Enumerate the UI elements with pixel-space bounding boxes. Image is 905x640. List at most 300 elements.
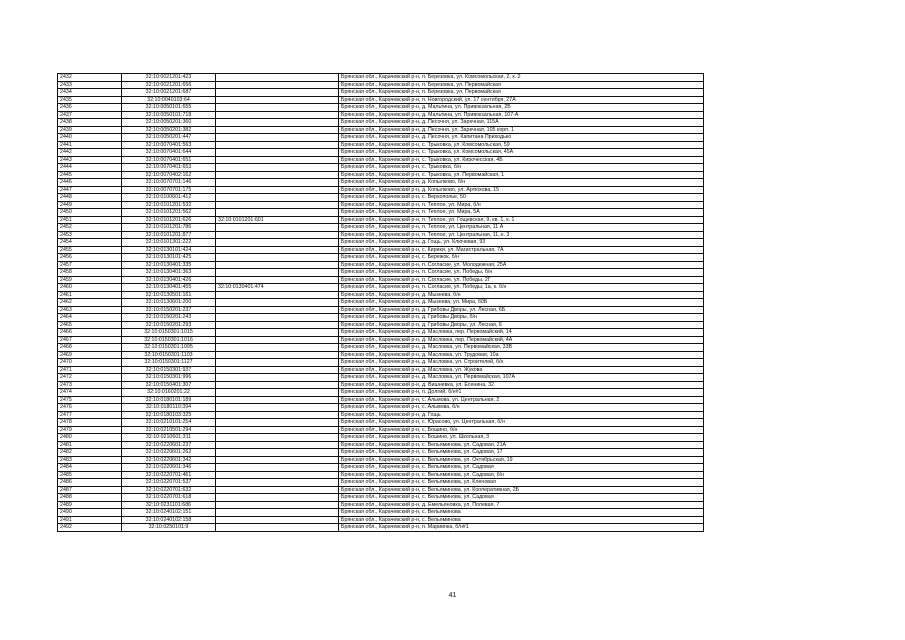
cadastral-number-cell: 32:10:0130501:161 <box>122 291 216 299</box>
cadastral-number-cell: 32:10:0130101:425 <box>122 254 216 262</box>
cadastral-number-cell: 32:10:0210601:311 <box>122 434 216 442</box>
table-row <box>58 156 704 164</box>
cadastral-number-cell: 32:10:0100601:412 <box>122 194 216 202</box>
row-number-cell: 2488 <box>58 494 122 502</box>
table-row <box>58 141 704 149</box>
related-number-cell <box>216 351 339 359</box>
cadastral-number-cell: 32:10:0180101:189 <box>122 396 216 404</box>
address-cell: Брянская обл., Карачевский р-н, д. Мальтина, ул. Привокзальная, 2Б <box>339 104 704 112</box>
address-cell: Брянская обл., Карачевский р-н, п. Новгородский, ул. 17 сентября, 27А <box>339 96 704 104</box>
table-row <box>58 486 704 494</box>
cadastral-number-cell: 32:10:0101201:877 <box>122 231 216 239</box>
address-cell: Брянская обл., Карачевский р-н, с. Вельяминова, ул. Садовая, 21А <box>339 441 704 449</box>
table-row <box>58 96 704 104</box>
related-number-cell <box>216 224 339 232</box>
address-cell: Брянская обл., Карачевский р-н, п. Согласие, ул. Победы, 1а, к. б/н <box>339 284 704 292</box>
row-number-cell: 2451 <box>58 216 122 224</box>
row-number-cell: 2467 <box>58 336 122 344</box>
related-number-cell <box>216 501 339 509</box>
related-number-cell: 32:10:0101201:601 <box>216 216 339 224</box>
cadastral-number-cell: 32:10:0180103:325 <box>122 411 216 419</box>
address-cell: Брянская обл., Карачевский р-н, п. Мариинка, б/н#1 <box>339 524 704 532</box>
table-row <box>58 441 704 449</box>
table-row <box>58 479 704 487</box>
row-number-cell: 2436 <box>58 104 122 112</box>
cadastral-number-cell: 32:10:0150201:293 <box>122 321 216 329</box>
row-number-cell: 2440 <box>58 134 122 142</box>
page-number: 41 <box>448 592 457 599</box>
related-number-cell <box>216 156 339 164</box>
related-number-cell <box>216 344 339 352</box>
table-row <box>58 314 704 322</box>
row-number-cell: 2475 <box>58 396 122 404</box>
row-number-cell: 2449 <box>58 201 122 209</box>
row-number-cell: 2477 <box>58 411 122 419</box>
related-number-cell <box>216 366 339 374</box>
related-number-cell: 32:10:0130401:474 <box>216 284 339 292</box>
related-number-cell <box>216 434 339 442</box>
address-cell: Брянская обл., Карачевский р-н, с. Вельяминова, ул. Кленовая <box>339 479 704 487</box>
address-cell: Брянская обл., Карачевский р-н, с. Бошино, ул. Школьная, 3 <box>339 434 704 442</box>
related-number-cell <box>216 411 339 419</box>
cadastral-number-cell: 32:10:0150301:1015 <box>122 329 216 337</box>
related-number-cell <box>216 336 339 344</box>
related-number-cell <box>216 201 339 209</box>
address-cell: Брянская обл., Карачевский р-н, с. Бошино, б/н <box>339 426 704 434</box>
row-number-cell: 2434 <box>58 89 122 97</box>
address-cell: Брянская обл., Карачевский р-н, с. Вельяминова, ул. Садовая, 17 <box>339 449 704 457</box>
table-row <box>58 171 704 179</box>
related-number-cell <box>216 306 339 314</box>
address-cell: Брянская обл., Карачевский р-н, д. Масловка, ул. Первомайская, 107А <box>339 374 704 382</box>
row-number-cell: 2470 <box>58 359 122 367</box>
table-row <box>58 104 704 112</box>
address-cell: Брянская обл., Карачевский р-н, д. Мызнева, ул. Мира, 60Б <box>339 299 704 307</box>
cadastral-number-cell: 32:10:0220601:342 <box>122 456 216 464</box>
table-row <box>58 74 704 82</box>
row-number-cell: 2487 <box>58 486 122 494</box>
table-row <box>58 336 704 344</box>
address-cell: Брянская обл., Карачевский р-н, с. Кирики, ул. Магистральная, 7А <box>339 246 704 254</box>
cadastral-number-cell: 32:10:0220701:618 <box>122 494 216 502</box>
row-number-cell: 2491 <box>58 516 122 524</box>
cadastral-number-cell: 32:10:0150301:1016 <box>122 336 216 344</box>
address-cell: Брянская обл., Карачевский р-н, д. Вишневка, ул. Есенина, 32 <box>339 381 704 389</box>
table-row <box>58 471 704 479</box>
row-number-cell: 2456 <box>58 254 122 262</box>
row-number-cell: 2480 <box>58 434 122 442</box>
address-cell: Брянская обл., Карачевский р-н, с. Вельяминова, ул. Садовая, б/н <box>339 471 704 479</box>
related-number-cell <box>216 396 339 404</box>
related-number-cell <box>216 509 339 517</box>
address-cell: Брянская обл., Карачевский р-н, с. Альмова, ул. Центральная, 2 <box>339 396 704 404</box>
related-number-cell <box>216 119 339 127</box>
address-cell: Брянская обл., Карачевский р-н, п. Березовка, ул. Первомайская <box>339 89 704 97</box>
table-row <box>58 261 704 269</box>
table-row <box>58 111 704 119</box>
address-cell: Брянская обл., Карачевский р-н, п. Теплое, ул. Мира, б/н <box>339 201 704 209</box>
related-number-cell <box>216 269 339 277</box>
address-cell: Брянская обл., Карачевский р-н, д. Мызнева, б/н <box>339 291 704 299</box>
address-cell: Брянская обл., Карачевский р-н, д. Масловка, пер. Первомайский, 14 <box>339 329 704 337</box>
cadastral-number-cell: 32:10:0150201:243 <box>122 314 216 322</box>
row-number-cell: 2465 <box>58 321 122 329</box>
row-number-cell: 2439 <box>58 126 122 134</box>
cadastral-number-cell: 32:10:0050101:655 <box>122 104 216 112</box>
row-number-cell: 2492 <box>58 524 122 532</box>
related-number-cell <box>216 321 339 329</box>
row-number-cell: 2458 <box>58 269 122 277</box>
row-number-cell: 2437 <box>58 111 122 119</box>
address-cell: Брянская обл., Карачевский р-н, д. Грибовы Дворы, ул. Лесная, 6 <box>339 321 704 329</box>
address-cell: Брянская обл., Карачевский р-н, с. Трыковка, ул. Кирочесская, 4Б <box>339 156 704 164</box>
cadastral-number-cell: 32:10:0040103:64 <box>122 96 216 104</box>
row-number-cell: 2461 <box>58 291 122 299</box>
table-row <box>58 396 704 404</box>
address-cell: Брянская обл., Карачевский р-н, д. Масловка, ул. Строителей, б/н <box>339 359 704 367</box>
related-number-cell <box>216 524 339 532</box>
related-number-cell <box>216 186 339 194</box>
related-number-cell <box>216 389 339 397</box>
cadastral-number-cell: 32:10:0101201:626 <box>122 216 216 224</box>
related-number-cell <box>216 314 339 322</box>
address-cell: Брянская обл., Карачевский р-н, п. Согласие, ул. Победы, б/н <box>339 269 704 277</box>
cadastral-number-cell: 32:10:0130401:426 <box>122 276 216 284</box>
row-number-cell: 2438 <box>58 119 122 127</box>
row-number-cell: 2432 <box>58 74 122 82</box>
row-number-cell: 2444 <box>58 164 122 172</box>
table-row <box>58 89 704 97</box>
cadastral-number-cell: 32:10:0150301:937 <box>122 366 216 374</box>
related-number-cell <box>216 456 339 464</box>
address-cell: Брянская обл., Карачевский р-н, с. Трыковка, ул. Комсомольская, 45А <box>339 149 704 157</box>
cadastral-number-cell: 32:10:0150301:996 <box>122 374 216 382</box>
related-number-cell <box>216 141 339 149</box>
related-number-cell <box>216 426 339 434</box>
cadastral-number-cell: 32:10:0070402:162 <box>122 171 216 179</box>
table-row <box>58 224 704 232</box>
cadastral-number-cell: 32:10:0160201:22 <box>122 389 216 397</box>
related-number-cell <box>216 494 339 502</box>
table-row <box>58 419 704 427</box>
related-number-cell <box>216 299 339 307</box>
related-number-cell <box>216 486 339 494</box>
address-cell: Брянская обл., Карачевский р-н, п. Теплое, ул. Гощевская, 9, кв. 1, к. 1 <box>339 216 704 224</box>
table-row <box>58 426 704 434</box>
row-number-cell: 2481 <box>58 441 122 449</box>
table-row <box>58 516 704 524</box>
row-number-cell: 2486 <box>58 479 122 487</box>
address-cell: Брянская обл., Карачевский р-н, с. Вельяминова, ул. Кооперативная, 2Б <box>339 486 704 494</box>
row-number-cell: 2455 <box>58 246 122 254</box>
table-row <box>58 291 704 299</box>
cadastral-number-cell: 32:10:0070701:175 <box>122 186 216 194</box>
related-number-cell <box>216 194 339 202</box>
cadastral-number-cell: 32:10:0021201:687 <box>122 89 216 97</box>
row-number-cell: 2483 <box>58 456 122 464</box>
address-cell: Брянская обл., Карачевский р-н, д. Гощь, ул. Ключевая, 93 <box>339 239 704 247</box>
cadastral-number-cell: 32:10:0150301:1127 <box>122 359 216 367</box>
cadastral-number-cell: 32:10:0070401:653 <box>122 164 216 172</box>
address-cell: Брянская обл., Карачевский р-н, с. Вельяминова <box>339 509 704 517</box>
table-row <box>58 269 704 277</box>
address-cell: Брянская обл., Карачевский р-н, д. Песочня, ул. Заречная, 105 корп. 1 <box>339 126 704 134</box>
related-number-cell <box>216 381 339 389</box>
related-number-cell <box>216 126 339 134</box>
table-row <box>58 231 704 239</box>
related-number-cell <box>216 96 339 104</box>
cadastral-number-cell: 32:10:0220601:262 <box>122 449 216 457</box>
table-row <box>58 126 704 134</box>
address-cell: Брянская обл., Карачевский р-н, д. Масловка, ул. Трудовая, 10а <box>339 351 704 359</box>
cadastral-number-cell: 32:10:0130401:455 <box>122 284 216 292</box>
table-row <box>58 374 704 382</box>
row-number-cell: 2482 <box>58 449 122 457</box>
cadastral-number-cell: 32:10:0180110:394 <box>122 404 216 412</box>
row-number-cell: 2484 <box>58 464 122 472</box>
address-cell: Брянская обл., Карачевский р-н, с. Вельяминова, ул. Садовая <box>339 464 704 472</box>
table-row <box>58 81 704 89</box>
row-number-cell: 2441 <box>58 141 122 149</box>
address-cell: Брянская обл., Карачевский р-н, с. Верхополье, 50 <box>339 194 704 202</box>
table-row <box>58 434 704 442</box>
row-number-cell: 2485 <box>58 471 122 479</box>
address-cell: Брянская обл., Карачевский р-н, д. Копылково, ул. Артюхова, 15 <box>339 186 704 194</box>
related-number-cell <box>216 231 339 239</box>
cadastral-number-cell: 32:10:0250101:9 <box>122 524 216 532</box>
address-cell: Брянская обл., Карачевский р-н, п. Березовка, ул. Первомайская <box>339 81 704 89</box>
table-row <box>58 509 704 517</box>
cadastral-number-cell: 32:10:0220701:461 <box>122 471 216 479</box>
related-number-cell <box>216 111 339 119</box>
related-number-cell <box>216 81 339 89</box>
address-cell: Брянская обл., Карачевский р-н, с. Вельяминова, ул. Октябрьская, 19 <box>339 456 704 464</box>
row-number-cell: 2474 <box>58 389 122 397</box>
row-number-cell: 2453 <box>58 231 122 239</box>
row-number-cell: 2471 <box>58 366 122 374</box>
address-cell: Брянская обл., Карачевский р-н, с. Вельяминова, ул. Садовая <box>339 494 704 502</box>
table-row <box>58 366 704 374</box>
related-number-cell <box>216 104 339 112</box>
cadastral-number-cell: 32:10:0050201:360 <box>122 119 216 127</box>
row-number-cell: 2454 <box>58 239 122 247</box>
cadastral-number-cell: 32:10:0101201:532 <box>122 201 216 209</box>
address-cell: Брянская обл., Карачевский р-н, п. Согласие, ул. Победы, 2Г <box>339 276 704 284</box>
row-number-cell: 2463 <box>58 306 122 314</box>
address-cell: Брянская обл., Карачевский р-н, с. Трыковка, ул. Комсомольская, 59 <box>339 141 704 149</box>
table-row <box>58 164 704 172</box>
related-number-cell <box>216 246 339 254</box>
row-number-cell: 2452 <box>58 224 122 232</box>
address-cell: Брянская обл., Карачевский р-н, д. Гощь <box>339 411 704 419</box>
table-row <box>58 186 704 194</box>
address-cell: Брянская обл., Карачевский р-н, п. Теплое, ул. Центральная, 11, к. 3 <box>339 231 704 239</box>
row-number-cell: 2476 <box>58 404 122 412</box>
table-row <box>58 351 704 359</box>
cadastral-number-cell: 32:10:0150401:307 <box>122 381 216 389</box>
related-number-cell <box>216 471 339 479</box>
address-cell: Брянская обл., Карачевский р-н, д. Масловка, ул. Жукова <box>339 366 704 374</box>
table-row <box>58 194 704 202</box>
cadastral-number-cell: 32:10:0220701:537 <box>122 479 216 487</box>
cadastral-number-cell: 32:10:0240102:158 <box>122 516 216 524</box>
table-row <box>58 381 704 389</box>
cadastral-number-cell: 32:10:0101201:786 <box>122 224 216 232</box>
row-number-cell: 2450 <box>58 209 122 217</box>
cadastral-number-cell: 32:10:0130401:363 <box>122 269 216 277</box>
cadastral-number-cell: 32:10:0070401:644 <box>122 149 216 157</box>
table-row <box>58 321 704 329</box>
table-row <box>58 246 704 254</box>
row-number-cell: 2489 <box>58 501 122 509</box>
cadastral-number-cell: 32:10:0021201:423 <box>122 74 216 82</box>
related-number-cell <box>216 164 339 172</box>
address-cell: Брянская обл., Карачевский р-н, д. Песочня, ул. Капитана Приходько <box>339 134 704 142</box>
row-number-cell: 2460 <box>58 284 122 292</box>
address-cell: Брянская обл., Карачевский р-н, с. Трыковка, ул. Первомайская, 1 <box>339 171 704 179</box>
row-number-cell: 2472 <box>58 374 122 382</box>
cadastral-number-cell: 32:10:0150301:1095 <box>122 344 216 352</box>
table-row <box>58 524 704 532</box>
table-row <box>58 501 704 509</box>
cadastral-number-cell: 32:10:0231101:686 <box>122 501 216 509</box>
row-number-cell: 2464 <box>58 314 122 322</box>
address-cell: Брянская обл., Карачевский р-н, с. Трыковка, б/н <box>339 164 704 172</box>
table-row <box>58 179 704 187</box>
cadastral-number-cell: 32:10:0150201:237 <box>122 306 216 314</box>
table-row <box>58 239 704 247</box>
cadastral-number-cell: 32:10:0130601:200 <box>122 299 216 307</box>
related-number-cell <box>216 464 339 472</box>
related-number-cell <box>216 404 339 412</box>
table-row <box>58 276 704 284</box>
cadastral-number-cell: 32:10:0130401:335 <box>122 261 216 269</box>
cadastral-number-cell: 32:10:0150301:1103 <box>122 351 216 359</box>
row-number-cell: 2459 <box>58 276 122 284</box>
cadastral-number-cell: 32:10:0050201:382 <box>122 126 216 134</box>
table-row <box>58 404 704 412</box>
table-row <box>58 329 704 337</box>
table-row <box>58 284 704 292</box>
table-row <box>58 134 704 142</box>
row-number-cell: 2435 <box>58 96 122 104</box>
address-cell: Брянская обл., Карачевский р-н, д. Грибовы Дворы, б/н <box>339 314 704 322</box>
row-number-cell: 2468 <box>58 344 122 352</box>
related-number-cell <box>216 291 339 299</box>
cadastral-number-cell: 32:10:0070401:563 <box>122 141 216 149</box>
table-row <box>58 209 704 217</box>
cadastral-number-cell: 32:10:0240102:151 <box>122 509 216 517</box>
row-number-cell: 2479 <box>58 426 122 434</box>
table-body <box>58 74 704 532</box>
row-number-cell: 2433 <box>58 81 122 89</box>
table-row <box>58 254 704 262</box>
table-row <box>58 119 704 127</box>
table-row <box>58 344 704 352</box>
address-cell: Брянская обл., Карачевский р-н, п. Долгий, б/н#1 <box>339 389 704 397</box>
cadastral-number-cell: 32:10:0101301:222 <box>122 239 216 247</box>
address-cell: Брянская обл., Карачевский р-н, п. Теплое, ул. Центральная, 11 А <box>339 224 704 232</box>
address-cell: Брянская обл., Карачевский р-н, д. Масловка, ул. Первомайская, 33В <box>339 344 704 352</box>
cadastral-number-cell: 32:10:0220601:237 <box>122 441 216 449</box>
related-number-cell <box>216 276 339 284</box>
related-number-cell <box>216 359 339 367</box>
row-number-cell: 2447 <box>58 186 122 194</box>
row-number-cell: 2445 <box>58 171 122 179</box>
row-number-cell: 2469 <box>58 351 122 359</box>
row-number-cell: 2490 <box>58 509 122 517</box>
table-row <box>58 216 704 224</box>
address-cell: Брянская обл., Карачевский р-н, д. Масловка, пер. Первомайский, 4А <box>339 336 704 344</box>
address-cell: Брянская обл., Карачевский р-н, д. Копылково, б/н <box>339 179 704 187</box>
cadastral-number-cell: 32:10:0210501:294 <box>122 426 216 434</box>
related-number-cell <box>216 449 339 457</box>
address-cell: Брянская обл., Карачевский р-н, с. Вельяминова <box>339 516 704 524</box>
row-number-cell: 2478 <box>58 419 122 427</box>
table-row <box>58 456 704 464</box>
related-number-cell <box>216 134 339 142</box>
related-number-cell <box>216 239 339 247</box>
cadastral-number-cell: 32:10:0130101:424 <box>122 246 216 254</box>
related-number-cell <box>216 254 339 262</box>
related-number-cell <box>216 74 339 82</box>
cadastral-number-cell: 32:10:0050201:447 <box>122 134 216 142</box>
related-number-cell <box>216 171 339 179</box>
cadastral-number-cell: 32:10:0070401:651 <box>122 156 216 164</box>
table-row <box>58 201 704 209</box>
address-cell: Брянская обл., Карачевский р-н, п. Теплое, ул. Мира, 5А <box>339 209 704 217</box>
related-number-cell <box>216 516 339 524</box>
cadastral-number-cell: 32:10:0210101:254 <box>122 419 216 427</box>
address-cell: Брянская обл., Карачевский р-н, п. Березовка, ул. Комсомольская, 2, к. 2 <box>339 74 704 82</box>
related-number-cell <box>216 261 339 269</box>
cadastral-number-cell: 32:10:0220701:632 <box>122 486 216 494</box>
address-cell: Брянская обл., Карачевский р-н, д. Мальтина, ул. Привокзальная, 107-А <box>339 111 704 119</box>
related-number-cell <box>216 374 339 382</box>
related-number-cell <box>216 441 339 449</box>
row-number-cell: 2457 <box>58 261 122 269</box>
related-number-cell <box>216 209 339 217</box>
row-number-cell: 2443 <box>58 156 122 164</box>
address-cell: Брянская обл., Карачевский р-н, д. Грибовы Дворы, ул. Лесная, 6Б <box>339 306 704 314</box>
table-row <box>58 389 704 397</box>
related-number-cell <box>216 329 339 337</box>
cadastral-number-cell: 32:10:0070701:146 <box>122 179 216 187</box>
cadastral-number-cell: 32:10:0220601:346 <box>122 464 216 472</box>
cadastral-table <box>57 73 704 532</box>
related-number-cell <box>216 179 339 187</box>
address-cell: Брянская обл., Карачевский р-н, с. Альмова, б/н <box>339 404 704 412</box>
table-row <box>58 299 704 307</box>
table-row <box>58 449 704 457</box>
address-cell: Брянская обл., Карачевский р-н, д. Емельяновка, ул. Полевая, 7 <box>339 501 704 509</box>
related-number-cell <box>216 419 339 427</box>
related-number-cell <box>216 89 339 97</box>
address-cell: Брянская обл., Карачевский р-н, с. Бережок, б/н <box>339 254 704 262</box>
table-row <box>58 411 704 419</box>
table-row <box>58 359 704 367</box>
table-row <box>58 494 704 502</box>
address-cell: Брянская обл., Карачевский р-н, д. Песочня, ул. Заречная, 115А <box>339 119 704 127</box>
cadastral-number-cell: 32:10:0101201:562 <box>122 209 216 217</box>
related-number-cell <box>216 479 339 487</box>
cadastral-number-cell: 32:10:0050101:718 <box>122 111 216 119</box>
row-number-cell: 2462 <box>58 299 122 307</box>
table-row <box>58 306 704 314</box>
address-cell: Брянская обл., Карачевский р-н, с. Юрасово, ул. Центральная, б/н <box>339 419 704 427</box>
related-number-cell <box>216 149 339 157</box>
row-number-cell: 2448 <box>58 194 122 202</box>
